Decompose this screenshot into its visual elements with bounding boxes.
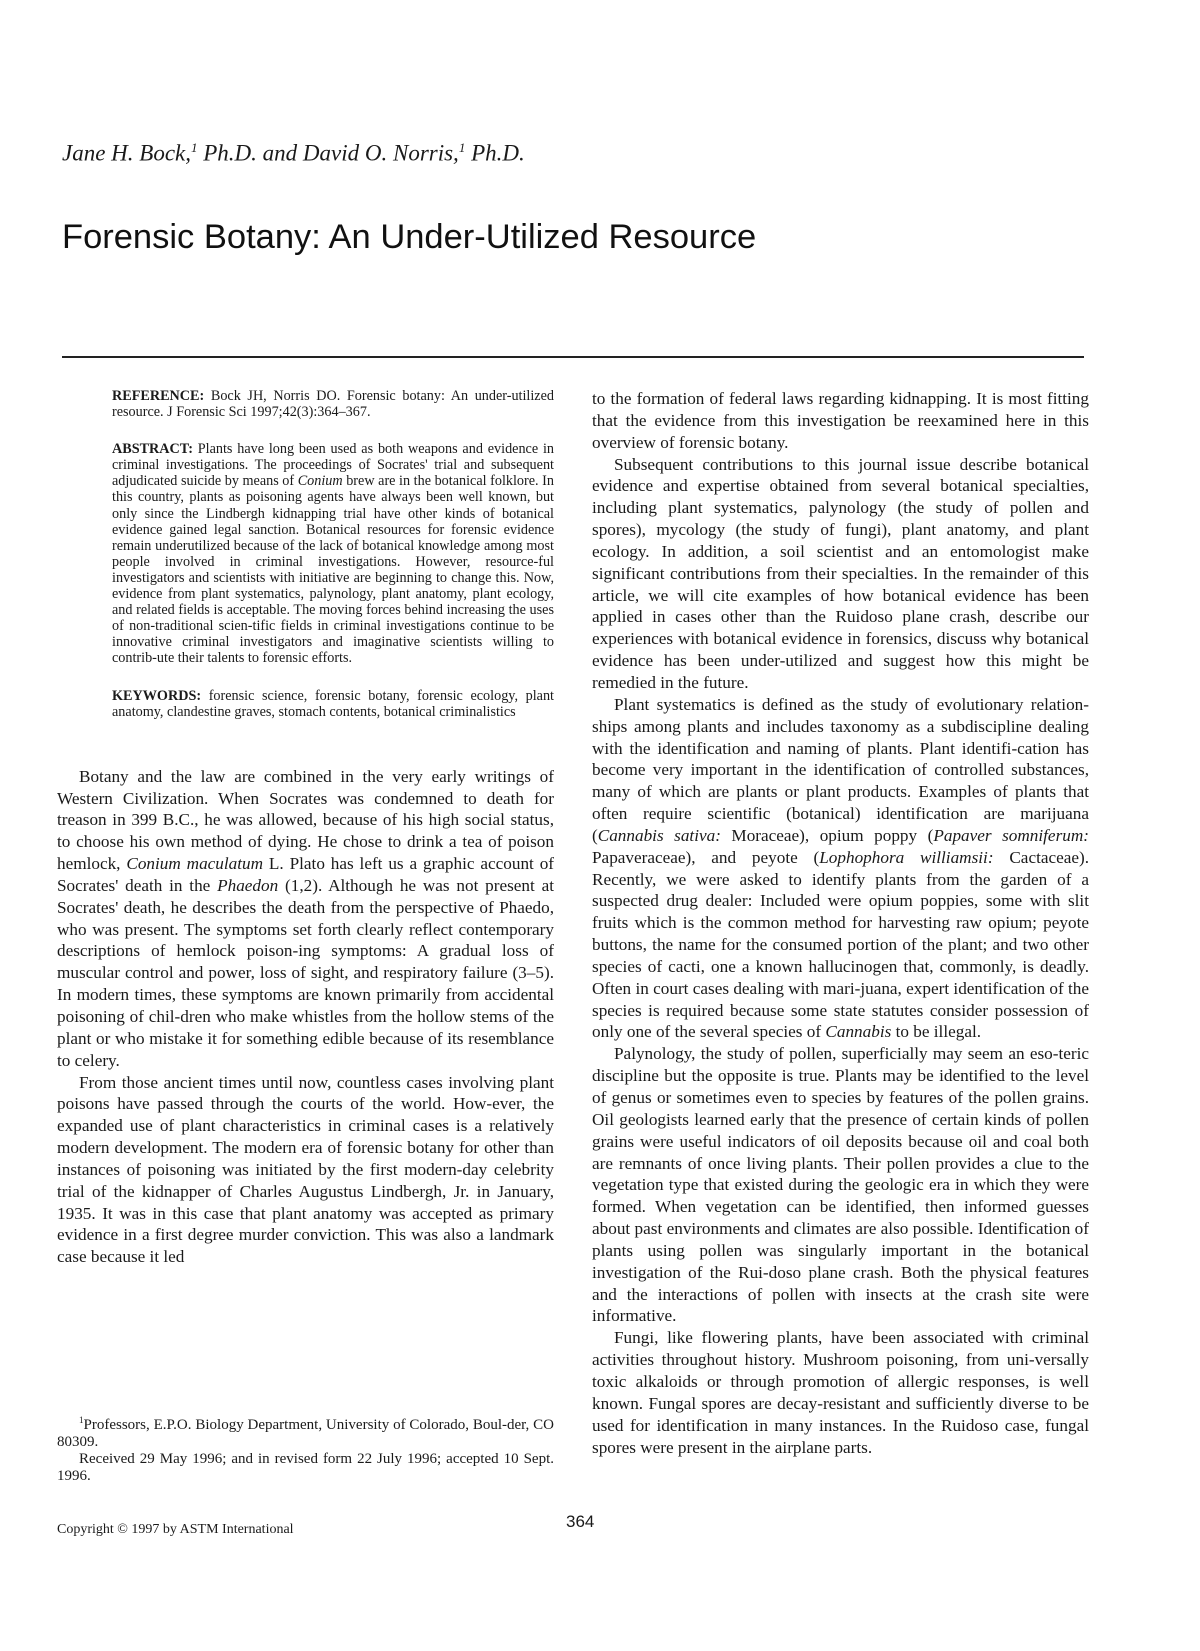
text-run: Palynology, the study of pollen, superficially may seem an eso-teric discipline but the opposite is true. Plants may be identified to the level of genus or sometimes even to species by features of the pollen grains. Oil geologists learned early that the presence of certain kinds of pollen grains were useful indicators of oil deposits because oil and coal both are remnants of once living plants. Their pollen provides a clue to the vegetation type that existed during the geologic era in which they were formed. When vegetation can be identified, then informed guesses about past environments and climates are also possible. Identification of plants using pollen was singularly important in the botanical investigation of the Rui-doso plane crash. Both the physical features and the interactions of pollen with insects at the crash site were informative. <box>592 1044 1089 1326</box>
footnote-mark: 1 <box>79 1415 84 1425</box>
abstract <box>112 441 554 666</box>
left-column <box>57 388 554 1268</box>
text-run: to the formation of federal laws regarding kidnapping. It is most fitting that the evidence from this investigation be reexamined here in this overview of forensic botany. <box>592 389 1089 452</box>
text-run: Botany and the law are combined in the very early writings of Western Civilization. When Socrates was condemned to death for treason in 399 B.C., he was allowed, because of his high social status, to choose his own method of dying. He chose to drink a tea of poison hemlock, <box>57 766 554 874</box>
text-run: (1,2). Although he was not present at Socrates' death, he describes the death from the perspective of Phaedo, who was present. The symptoms set forth clearly reflect contemporary descriptions of hemlock poison-ing symptoms: A gradual loss of muscular control and power, loss of sight, and respiratory failure (3–5). In modern times, these symptoms are known primarily from accidental poisoning of chil-dren who make whistles from the hollow stems of the plant or who mistake it for something edible because of its resemblance to celery. <box>57 875 554 1070</box>
italic-term: Cannabis sativa: <box>597 825 721 845</box>
right-column <box>592 388 1089 1458</box>
reference-label: REFERENCE: <box>112 388 205 404</box>
footnote-text: Professors, E.P.O. Biology Department, University of Colorado, Boul-der, CO 80309. <box>57 1417 554 1450</box>
body-paragraph <box>592 1043 1089 1327</box>
body-paragraph <box>57 1072 554 1269</box>
italic-term: Papaver somniferum: <box>933 825 1089 845</box>
body-paragraph <box>592 454 1089 694</box>
body-paragraph <box>592 694 1089 1044</box>
keywords-text: forensic science, forensic botany, forensic ecology, plant anatomy, clandestine graves, stomach contents, botanical criminalistics <box>112 687 554 720</box>
text-run: L. Plato has left us a graphic account of Socrates' death in the <box>57 854 555 895</box>
front-matter <box>112 388 554 720</box>
footnotes <box>57 1412 554 1485</box>
page-number: 364 <box>566 1512 595 1531</box>
text-run: brew are in the botanical folklore. In this country, plants as poisoning agents have always been well known, but only since the Lindbergh kidnapping trial have other kinds of botanical evidence gained legal sanction. Botanical resources for forensic evidence remain underutilized because of the lack of botanical knowledge among most people involved in criminal investigations. However, resource-ful investigators and scientists with initiative are beginning to change this. Now, evidence from plant systematics, palynology, plant anatomy, plant ecology, and related fields is acceptable. The moving forces behind increasing the uses of non-traditional scien-tific fields in criminal investigations continue to be innovative criminal investigators and imaginative scientists willing to contrib-ute their talents to forensic efforts. <box>112 473 554 667</box>
text-run: From those ancient times until now, countless cases involving plant poisons have passed through the courts of the world. How-ever, the expanded use of plant characteristics in criminal cases is a relatively modern development. The modern era of forensic botany for other than instances of poisoning was initiated by the first modern-day celebrity trial of the kidnapper of Charles Augustus Lindbergh, Jr. in January, 1935. It was in this case that plant anatomy was accepted as primary evidence in a first degree murder conviction. This was also a landmark case because it led <box>57 1072 554 1267</box>
footnote-received: Received 29 May 1996; and in revised form 22 July 1996; accepted 10 Sept. 1996. <box>57 1451 554 1484</box>
reference <box>112 388 554 420</box>
italic-term: Lophophora williamsii: <box>819 847 994 867</box>
authors <box>62 140 525 167</box>
text-run: Cactaceae). Recently, we were asked to identify plants from the garden of a suspected drug dealer: Included were opium poppies, some with slit fruits which is the common method for harvesting raw opium; peyote buttons, the name for the consumed portion of the plant; and two other species of cacti, one a known hallucinogen that, commonly, is deadly. Often in court cases dealing with mari-juana, expert identification of the species is required because some state statutes consider possession of only one of the several species of <box>592 847 1090 1042</box>
degree: Ph.D. <box>465 140 525 166</box>
text-run: Plant systematics is defined as the study of evolutionary relation-ships among plants and includes taxonomy as a subdiscipline dealing with the identification and naming of plants. Plant identifi-cation has become very important in the identification of controlled substances, many of which are plants or plant products. Examples of plants that often require scientific (botanical) identification are marijuana ( <box>592 694 1089 845</box>
abstract-text <box>112 441 554 666</box>
text-run: Plants have long been used as both weapons and evidence in criminal investigations. The proceedings of Socrates' trial and subsequent adjudicated suicide by means of <box>112 441 554 490</box>
right-body <box>592 388 1089 1458</box>
copyright: Copyright © 1997 by ASTM International <box>57 1522 294 1537</box>
text-run: Fungi, like flowering plants, have been associated with criminal activities throughout history. Mushroom poisoning, from uni-versally toxic alkaloids or through promotion of allergic responses, is well known. Fungal spores are decay-resistant and sufficiently diverse to be used for identification in many instances. In the Ruidoso case, fungal spores were present in the airplane parts. <box>592 1328 1089 1457</box>
text-run: Moraceae), opium poppy ( <box>720 825 934 845</box>
italic-term: Cannabis <box>825 1022 892 1042</box>
body-paragraph <box>592 1327 1089 1458</box>
keywords-label: KEYWORDS: <box>112 687 202 704</box>
italic-term: Conium <box>297 473 343 490</box>
body-paragraph <box>57 766 554 1072</box>
italic-term: Phaedon <box>217 875 279 895</box>
footnote-affiliation <box>57 1412 554 1451</box>
affiliation-mark: 1 <box>191 140 198 155</box>
text-run: to be illegal. <box>891 1022 982 1042</box>
text-run: Subsequent contributions to this journal issue describe botanical evidence and expertise obtained from several botanical specialties, including plant systematics, palynology (the study of pollen and spores), mycology (the study of fungi), plant anatomy, and plant ecology. In addition, a soil scientist and an entomologist make significant contributions from their specialties. In the remainder of this article, we will cite examples of how botanical evidence has been applied in cases other than the Ruidoso plane crash, describe our experiences with botanical evidence in forensics, discuss why botanical evidence has been under-utilized and suggest how this might be remedied in the future. <box>592 454 1089 692</box>
body-paragraph <box>592 388 1089 454</box>
author-1: Jane H. Bock, <box>62 140 191 166</box>
italic-term: Conium maculatum <box>126 854 264 874</box>
keywords <box>112 688 554 720</box>
abstract-label: ABSTRACT: <box>112 441 193 458</box>
reference-text: Bock JH, Norris DO. Forensic botany: An under-utilized resource. J Forensic Sci 1997;42(3):364–367. <box>112 388 554 421</box>
affiliation-mark: 1 <box>458 140 466 155</box>
author-2: Ph.D. and David O. Norris, <box>197 140 459 166</box>
text-run: Papaveraceae), and peyote ( <box>592 847 820 867</box>
left-body <box>57 766 554 1268</box>
article-title: Forensic Botany: An Under-Utilized Resource <box>62 218 757 256</box>
title-rule <box>62 356 1084 358</box>
